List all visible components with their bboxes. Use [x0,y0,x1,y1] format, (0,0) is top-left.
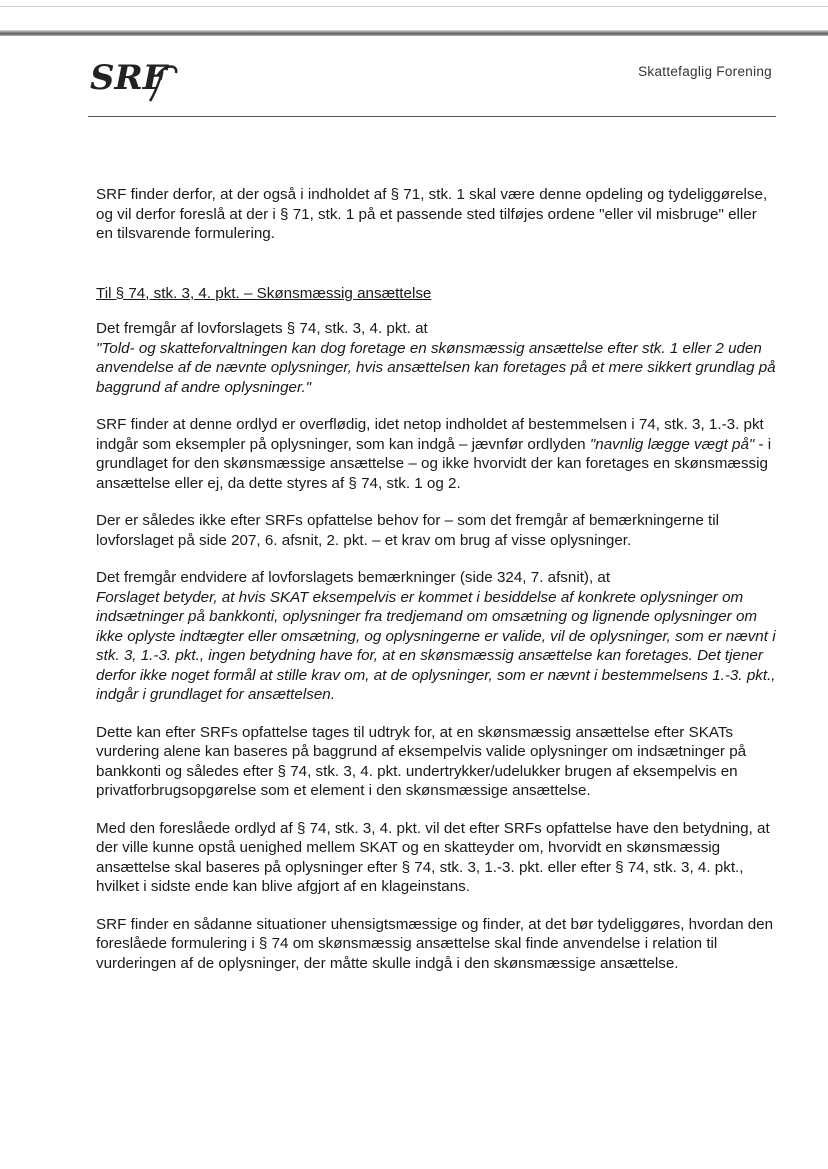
paragraph-7: Med den foreslåede ordlyd af § 74, stk. 3, 4. pkt. vil det efter SRFs opfattelse have den betydning, at der ville kunne opstå uenighed mellem SKAT og en skatteyder om, hvorvidt en skønsmæssig ansættelse skal baseres på oplysninger efter § 74, stk. 3, 1.-3. pkt. eller efter § 74, stk. 3, 4. pkt., hvilket i sidste ende kan blive afgjort af en klageinstans. [96,819,770,895]
paragraph-5-lead: Det fremgår endvidere af lovforslagets bemærkninger (side 324, 7. afsnit), at [96,569,611,586]
organization-name: Skattefaglig Forening [638,64,772,79]
scan-border [0,0,828,40]
paragraph-3-part-a: SRF finder at denne ordlyd er overflødig, idet netop indholdet af bestemmelsen i 74, stk. 3, 1.-3. pkt indgår som eksempler på oplysninger, som kan indgå – jævnfør ordlyden [96,416,764,453]
paragraph-3 [96,415,776,493]
paragraph-3-quote: "navnlig lægge vægt på" [589,435,755,453]
header-divider [88,116,776,117]
paragraph-3-part-b: - i grundlaget for den skønsmæssige ansættelse – og ikke hvorvidt der kan foretages en skønsmæssig ansættelse eller ej, da dette styres af § 74, stk. 1 og 2. [96,435,772,492]
paragraph-2-quote: "Told- og skatteforvaltningen kan dog foretage en skønsmæssig ansættelse efter stk. 1 eller 2 uden anvendelse af de nævnte oplysninger, hvis ansættelsen kan foretages på et mere sikkert grundlag på baggrund af andre oplysninger." [96,339,776,396]
paragraph-5 [96,568,776,705]
paragraph-2-lead: Det fremgår af lovforslagets § 74, stk. 3, 4. pkt. at [96,320,428,337]
paragraph-4: Der er således ikke efter SRFs opfattelse behov for – som det fremgår af bemærkningerne til lovforslaget på side 207, 6. afsnit, 2. pkt. – et krav om brug af visse oplysninger. [96,512,719,549]
section-heading: Til § 74, stk. 3, 4. pkt. – Skønsmæssig ansættelse [96,284,432,302]
paragraph-1: SRF finder derfor, at der også i indholdet af § 71, stk. 1 skal være denne opdeling og tydeliggørelse, og vil derfor foreslå at der i § 71, stk. 1 på et passende sted tilføjes ordene "eller vil misbruge" eller en tilsvarende formulering. [96,186,768,242]
paragraph-6: Dette kan efter SRFs opfattelse tages til udtryk for, at en skønsmæssig ansættelse efter SKATs vurdering alene kan baseres på baggrund af eksempelvis valide oplysninger om indsætninger på bankkonti og således efter § 74, stk. 3, 4. pkt. undertrykker/udelukker brugen af eksempelvis en privatforbrugsopgørelse som et element i den skønsmæssige ansættelse. [96,723,747,799]
scan-line-thin [0,6,828,7]
srf-logo-text: SRF [90,58,167,98]
scan-line-thick [0,30,828,36]
paragraph-2 [96,319,776,397]
paragraph-5-quote: Forslaget betyder, at hvis SKAT eksempelvis er kommet i besiddelse af konkrete oplysninger om indsætninger på bankkonti, oplysninger fra tredjemand om omsætning og lignende oplysninger om ikke oplyste indtægter eller omsætning, og oplysningerne er valide, vil de oplysninger, som er nævnt i stk. 3, 1.-3. pkt., ingen betydning have for, at en skønsmæssig ansættelse kan foretages. Det tjener derfor ikke noget formål at stille krav om, at de oplysninger, som er nævnt i bestemmelsens 1.-3. pkt., indgår i grundlaget for ansættelsen. [96,588,776,703]
srf-logo [88,55,184,105]
letter-body [96,185,776,991]
paragraph-8: SRF finder en sådanne situationer uhensigtsmæssige og finder, at det bør tydeliggøres, hvordan den foreslåede formulering i § 74 om skønsmæssig ansættelse skal finde anvendelse i relation til vurderingen af de oplysninger, der måtte skulle indgå i den skønsmæssige ansættelse. [96,915,774,972]
